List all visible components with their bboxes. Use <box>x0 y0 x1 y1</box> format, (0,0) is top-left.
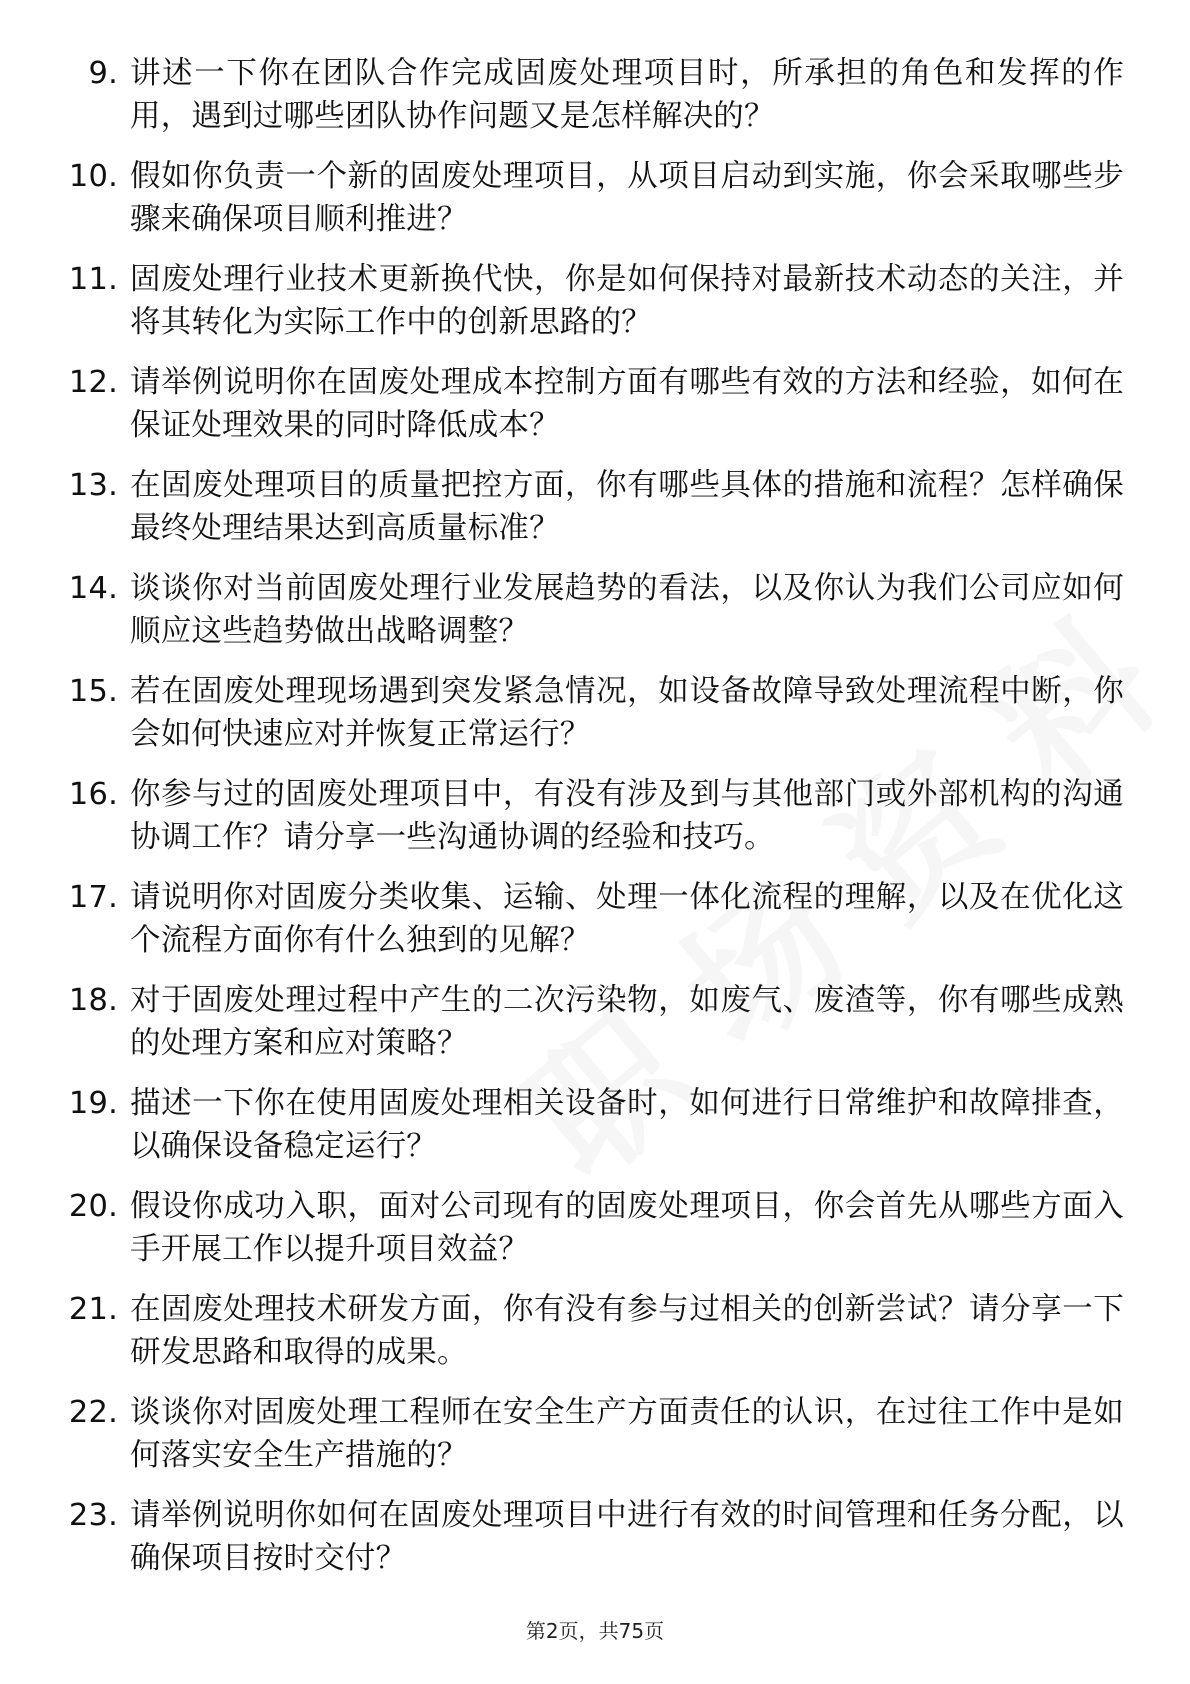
question-number: 14. <box>68 571 118 606</box>
question-number: 22. <box>68 1395 118 1430</box>
question-text: 谈谈你对当前固废处理行业发展趋势的看法，以及你认为我们公司应如何顺应这些趋势做出战略调整？ <box>130 571 1124 649</box>
question-item <box>64 670 1124 756</box>
question-number: 12. <box>68 365 118 400</box>
question-number: 10. <box>68 159 118 194</box>
question-number: 9. <box>88 56 118 91</box>
question-list <box>64 52 1124 1597</box>
question-number: 23. <box>68 1498 118 1533</box>
question-text: 假设你成功入职，面对公司现有的固废处理项目，你会首先从哪些方面入手开展工作以提升项目效益？ <box>130 1189 1124 1267</box>
question-text: 请举例说明你在固废处理成本控制方面有哪些有效的方法和经验，如何在保证处理效果的同时降低成本？ <box>130 365 1124 443</box>
question-text: 对于固废处理过程中产生的二次污染物，如废气、废渣等，你有哪些成熟的处理方案和应对策略？ <box>130 983 1124 1061</box>
page-footer <box>0 1618 1190 1644</box>
page-number-label: 第2页，共75页 <box>525 1619 665 1643</box>
question-item <box>64 567 1124 653</box>
question-number: 15. <box>68 674 118 709</box>
question-text: 你参与过的固废处理项目中，有没有涉及到与其他部门或外部机构的沟通协调工作？请分享一些沟通协调的经验和技巧。 <box>130 777 1124 855</box>
question-item <box>64 258 1124 344</box>
question-item <box>64 1288 1124 1374</box>
question-text: 在固废处理技术研发方面，你有没有参与过相关的创新尝试？请分享一下研发思路和取得的成果。 <box>130 1292 1124 1370</box>
question-number: 21. <box>68 1292 118 1327</box>
question-number: 18. <box>68 983 118 1018</box>
question-text: 请举例说明你如何在固废处理项目中进行有效的时间管理和任务分配，以确保项目按时交付？ <box>130 1498 1124 1576</box>
question-item <box>64 1391 1124 1477</box>
question-number: 19. <box>68 1086 118 1121</box>
question-text: 讲述一下你在团队合作完成固废处理项目时，所承担的角色和发挥的作用，遇到过哪些团队协作问题又是怎样解决的？ <box>130 56 1124 134</box>
question-item <box>64 155 1124 241</box>
question-item <box>64 464 1124 550</box>
question-text: 描述一下你在使用固废处理相关设备时，如何进行日常维护和故障排查，以确保设备稳定运行？ <box>130 1086 1124 1164</box>
question-item <box>64 52 1124 138</box>
question-text: 在固废处理项目的质量把控方面，你有哪些具体的措施和流程？怎样确保最终处理结果达到高质量标准？ <box>130 468 1124 546</box>
question-item <box>64 876 1124 962</box>
question-item <box>64 361 1124 447</box>
question-number: 13. <box>68 468 118 503</box>
question-item <box>64 773 1124 859</box>
question-number: 20. <box>68 1189 118 1224</box>
question-text: 若在固废处理现场遇到突发紧急情况，如设备故障导致处理流程中断，你会如何快速应对并恢复正常运行？ <box>130 674 1124 752</box>
question-text: 固废处理行业技术更新换代快，你是如何保持对最新技术动态的关注，并将其转化为实际工作中的创新思路的？ <box>130 262 1124 340</box>
question-item <box>64 979 1124 1065</box>
question-text: 假如你负责一个新的固废处理项目，从项目启动到实施，你会采取哪些步骤来确保项目顺利推进？ <box>130 159 1124 237</box>
question-item <box>64 1185 1124 1271</box>
question-text: 谈谈你对固废处理工程师在安全生产方面责任的认识，在过往工作中是如何落实安全生产措施的？ <box>130 1395 1124 1473</box>
question-number: 16. <box>68 777 118 812</box>
question-item <box>64 1082 1124 1168</box>
question-text: 请说明你对固废分类收集、运输、处理一体化流程的理解，以及在优化这个流程方面你有什么独到的见解？ <box>130 880 1124 958</box>
question-number: 11. <box>68 262 118 297</box>
question-item <box>64 1494 1124 1580</box>
question-number: 17. <box>68 880 118 915</box>
